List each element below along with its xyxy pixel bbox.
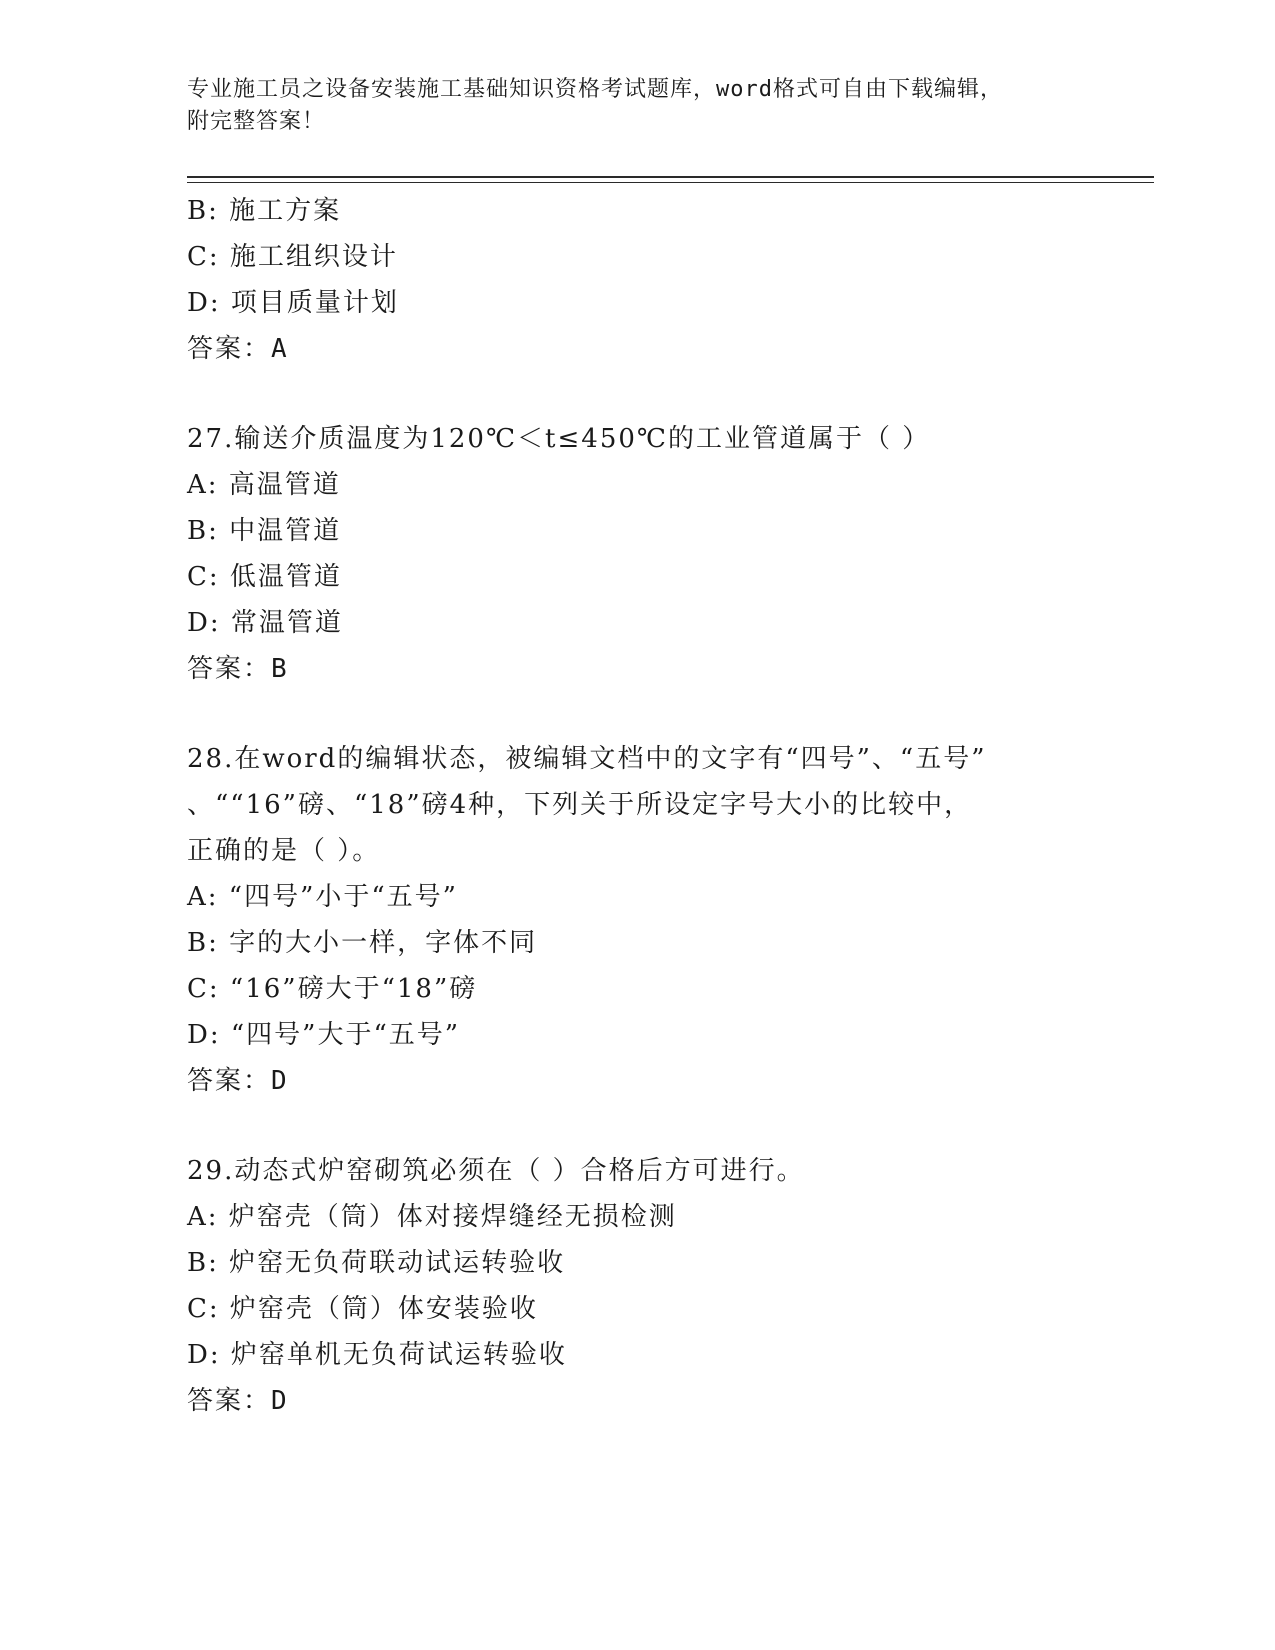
- spacer: [187, 372, 1087, 416]
- question-26-tail: [187, 188, 1087, 372]
- option-b: B: 字的大小一样，字体不同: [187, 928, 538, 958]
- option-d: D: “四号”大于“五号”: [187, 1020, 461, 1050]
- header-line-2: 附完整答案！: [187, 109, 326, 134]
- header-line-1: 专业施工员之设备安装施工基础知识资格考试题库，word格式可自由下载编辑，: [187, 77, 1003, 102]
- answer: 答案：A: [187, 334, 289, 364]
- option-c: C: 炉窑壳（筒）体安装验收: [187, 1294, 538, 1324]
- question-text-line-1: 28.在word的编辑状态，被编辑文档中的文字有“四号”、“五号”: [187, 744, 987, 774]
- answer: 答案：D: [187, 1386, 289, 1416]
- option-a: A: “四号”小于“五号”: [187, 882, 458, 912]
- header-divider-thin: [187, 182, 1154, 183]
- document-header: [187, 74, 1087, 138]
- option-b: B: 施工方案: [187, 196, 342, 226]
- option-c: C: 施工组织设计: [187, 242, 398, 272]
- spacer: [187, 1104, 1087, 1148]
- option-a: A: 高温管道: [187, 470, 341, 500]
- answer: 答案：D: [187, 1066, 289, 1096]
- header-divider-thick: [187, 176, 1154, 178]
- question-text-line-2: 、““16”磅、“18”磅4种，下列关于所设定字号大小的比较中，: [187, 790, 973, 820]
- option-b: B: 炉窑无负荷联动试运转验收: [187, 1248, 566, 1278]
- option-b: B: 中温管道: [187, 516, 342, 546]
- option-a: A: 炉窑壳（筒）体对接焊缝经无损检测: [187, 1202, 677, 1232]
- question-text: 29.动态式炉窑砌筑必须在（ ）合格后方可进行。: [187, 1156, 805, 1186]
- option-d: D: 常温管道: [187, 608, 343, 638]
- option-d: D: 炉窑单机无负荷试运转验收: [187, 1340, 567, 1370]
- question-27: [187, 416, 1087, 692]
- spacer: [187, 692, 1087, 736]
- option-c: C: “16”磅大于“18”磅: [187, 974, 478, 1004]
- question-28: [187, 736, 1087, 1104]
- option-d: D: 项目质量计划: [187, 288, 399, 318]
- question-text-line-3: 正确的是（ ）。: [187, 836, 381, 866]
- answer: 答案：B: [187, 654, 289, 684]
- option-c: C: 低温管道: [187, 562, 342, 592]
- question-text: 27.输送介质温度为120℃＜t≤450℃的工业管道属于（ ）: [187, 424, 931, 454]
- question-29: [187, 1148, 1087, 1424]
- question-content: [187, 188, 1087, 1424]
